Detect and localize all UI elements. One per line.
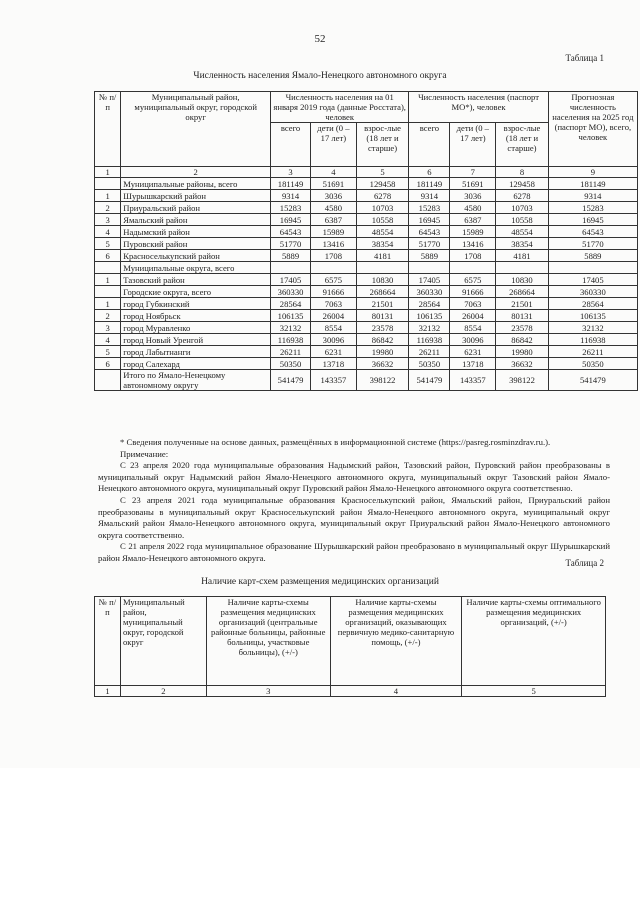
remark-label: Примечание: xyxy=(120,448,169,459)
row-district-name: Итого по Ямало-Ненецкому автономному округу xyxy=(121,370,271,391)
row-value: 6278 xyxy=(496,190,549,202)
row-district-name: Пуровский район xyxy=(121,238,271,250)
row-value: 10558 xyxy=(356,214,409,226)
column-number: 3 xyxy=(206,686,330,697)
table-row xyxy=(95,178,638,190)
row-value: 86842 xyxy=(356,334,409,346)
row-value: 50350 xyxy=(271,358,311,370)
table-row xyxy=(95,322,638,334)
row-value: 51770 xyxy=(271,238,311,250)
table1-label: Таблица 1 xyxy=(565,53,604,63)
row-value: 32132 xyxy=(409,322,450,334)
header-adults: взрос-лые (18 лет и старше) xyxy=(496,123,549,167)
population-table xyxy=(94,91,638,391)
header-num: № п/п xyxy=(95,597,121,686)
row-value: 19980 xyxy=(496,346,549,358)
row-value xyxy=(311,262,357,274)
row-value: 32132 xyxy=(548,322,637,334)
row-value: 30096 xyxy=(450,334,496,346)
row-value: 64543 xyxy=(548,226,637,238)
row-value: 116938 xyxy=(409,334,450,346)
row-value: 129458 xyxy=(356,178,409,190)
row-value xyxy=(409,262,450,274)
column-number: 1 xyxy=(95,686,121,697)
row-number: 3 xyxy=(95,214,121,226)
row-value: 106135 xyxy=(271,310,311,322)
row-value: 6231 xyxy=(450,346,496,358)
row-value: 4181 xyxy=(356,250,409,262)
row-value: 3036 xyxy=(450,190,496,202)
row-value: 3036 xyxy=(311,190,357,202)
note-paragraph: С 21 апреля 2022 года муниципальное образование Шурышкарский район преобразовано в муниципальный округ Шурышкарский район Ямало-Ненецкого автономного округа. xyxy=(98,541,610,563)
row-value: 181149 xyxy=(409,178,450,190)
row-value: 26211 xyxy=(271,346,311,358)
row-value: 15283 xyxy=(409,202,450,214)
row-number xyxy=(95,178,121,190)
row-value: 50350 xyxy=(548,358,637,370)
row-value: 23578 xyxy=(356,322,409,334)
map-schemes-table xyxy=(94,596,606,697)
row-value: 268664 xyxy=(356,286,409,298)
row-district-name: город Новый Уренгой xyxy=(121,334,271,346)
row-number: 4 xyxy=(95,226,121,238)
row-value: 10703 xyxy=(356,202,409,214)
column-number: 4 xyxy=(330,686,462,697)
row-district-name: Муниципальные округа, всего xyxy=(121,262,271,274)
row-number: 6 xyxy=(95,358,121,370)
table-row xyxy=(95,358,638,370)
row-value: 16945 xyxy=(409,214,450,226)
row-value: 8554 xyxy=(311,322,357,334)
row-value: 6387 xyxy=(450,214,496,226)
row-value: 64543 xyxy=(409,226,450,238)
header-children: дети (0 – 17 лет) xyxy=(311,123,357,167)
row-value: 51770 xyxy=(548,238,637,250)
column-number: 3 xyxy=(271,167,311,178)
row-number: 6 xyxy=(95,250,121,262)
table-row xyxy=(95,370,638,391)
row-value: 80131 xyxy=(496,310,549,322)
table-row xyxy=(95,310,638,322)
table-row xyxy=(95,250,638,262)
row-value: 9314 xyxy=(548,190,637,202)
header-district: Муниципальный район, муниципальный округ, городской округ xyxy=(120,597,206,686)
notes-block xyxy=(98,437,610,565)
row-value: 7063 xyxy=(311,298,357,310)
row-value: 6278 xyxy=(356,190,409,202)
column-number: 4 xyxy=(311,167,357,178)
row-value: 360330 xyxy=(409,286,450,298)
page-margin xyxy=(0,768,640,905)
row-value xyxy=(450,262,496,274)
row-value: 541479 xyxy=(271,370,311,391)
row-value: 51770 xyxy=(409,238,450,250)
row-value: 360330 xyxy=(548,286,637,298)
row-district-name: город Муравленко xyxy=(121,322,271,334)
table-row xyxy=(95,226,638,238)
table-row xyxy=(95,346,638,358)
row-value: 36632 xyxy=(496,358,549,370)
column-number: 2 xyxy=(120,686,206,697)
row-value: 26004 xyxy=(311,310,357,322)
header-forecast: Прогнозная численность населения на 2025 год (паспорт МО), всего, человек xyxy=(548,92,637,167)
row-value: 143357 xyxy=(450,370,496,391)
row-district-name: Приуральский район xyxy=(121,202,271,214)
row-value: 106135 xyxy=(548,310,637,322)
row-value: 28564 xyxy=(271,298,311,310)
row-value: 1708 xyxy=(311,250,357,262)
row-value: 19980 xyxy=(356,346,409,358)
column-number: 5 xyxy=(356,167,409,178)
row-value: 5889 xyxy=(548,250,637,262)
row-value: 398122 xyxy=(496,370,549,391)
row-value: 21501 xyxy=(496,298,549,310)
page-number: 52 xyxy=(314,33,326,45)
row-value: 51691 xyxy=(311,178,357,190)
header-total: всего xyxy=(271,123,311,167)
row-value: 51691 xyxy=(450,178,496,190)
row-value: 541479 xyxy=(409,370,450,391)
header-district: Муниципальный район, муниципальный округ, городской округ xyxy=(121,92,271,167)
header-adults: взрос-лые (18 лет и старше) xyxy=(356,123,409,167)
row-value: 4580 xyxy=(311,202,357,214)
row-value: 268664 xyxy=(496,286,549,298)
row-value: 15283 xyxy=(271,202,311,214)
row-district-name: город Ноябрьск xyxy=(121,310,271,322)
row-value: 38354 xyxy=(356,238,409,250)
row-value: 36632 xyxy=(356,358,409,370)
row-value xyxy=(356,262,409,274)
column-number: 6 xyxy=(409,167,450,178)
row-value: 541479 xyxy=(548,370,637,391)
row-number xyxy=(95,286,121,298)
row-value: 116938 xyxy=(548,334,637,346)
row-value: 13416 xyxy=(311,238,357,250)
row-number: 5 xyxy=(95,238,121,250)
row-value: 4580 xyxy=(450,202,496,214)
row-value: 181149 xyxy=(548,178,637,190)
row-value: 9314 xyxy=(409,190,450,202)
table-row xyxy=(95,202,638,214)
header-central-hospitals: Наличие карты-схемы размещения медицинских организаций (центральные районные больницы, районные больницы, участковые больницы), (+/-) xyxy=(206,597,330,686)
column-number: 8 xyxy=(496,167,549,178)
header-children: дети (0 – 17 лет) xyxy=(450,123,496,167)
table-row xyxy=(95,190,638,202)
row-value: 50350 xyxy=(409,358,450,370)
row-number: 4 xyxy=(95,334,121,346)
header-total: всего xyxy=(409,123,450,167)
row-value: 10703 xyxy=(496,202,549,214)
row-value: 8554 xyxy=(450,322,496,334)
row-value: 6575 xyxy=(450,274,496,286)
header-passport: Численность населения (паспорт МО*), человек xyxy=(409,92,548,123)
row-value: 6387 xyxy=(311,214,357,226)
row-value xyxy=(548,262,637,274)
row-value: 64543 xyxy=(271,226,311,238)
row-value: 106135 xyxy=(409,310,450,322)
row-value: 13718 xyxy=(450,358,496,370)
row-value xyxy=(496,262,549,274)
row-value: 181149 xyxy=(271,178,311,190)
table-row xyxy=(95,274,638,286)
column-number: 5 xyxy=(462,686,606,697)
row-value: 80131 xyxy=(356,310,409,322)
row-value: 48554 xyxy=(496,226,549,238)
row-value: 5889 xyxy=(409,250,450,262)
row-value: 7063 xyxy=(450,298,496,310)
row-district-name: Шурышкарский район xyxy=(121,190,271,202)
row-value: 48554 xyxy=(356,226,409,238)
table-row xyxy=(95,214,638,226)
row-value: 28564 xyxy=(548,298,637,310)
row-value: 4181 xyxy=(496,250,549,262)
column-number: 9 xyxy=(548,167,637,178)
table-row xyxy=(95,298,638,310)
row-value: 360330 xyxy=(271,286,311,298)
row-value: 21501 xyxy=(356,298,409,310)
row-value: 38354 xyxy=(496,238,549,250)
row-number: 2 xyxy=(95,202,121,214)
row-district-name: Ямальский район xyxy=(121,214,271,226)
row-number xyxy=(95,370,121,391)
row-number: 2 xyxy=(95,310,121,322)
row-value: 26211 xyxy=(548,346,637,358)
row-district-name: Городские округа, всего xyxy=(121,286,271,298)
column-number: 2 xyxy=(121,167,271,178)
row-number: 1 xyxy=(95,190,121,202)
row-value: 32132 xyxy=(271,322,311,334)
row-value: 1708 xyxy=(450,250,496,262)
row-district-name: город Лабытнанги xyxy=(121,346,271,358)
row-value: 9314 xyxy=(271,190,311,202)
row-value: 28564 xyxy=(409,298,450,310)
row-value: 398122 xyxy=(356,370,409,391)
row-value: 26211 xyxy=(409,346,450,358)
header-optimal-placement: Наличие карты-схемы оптимального размещения медицинских организаций, (+/-) xyxy=(462,597,606,686)
row-value: 10558 xyxy=(496,214,549,226)
table2-label: Таблица 2 xyxy=(565,558,604,568)
row-value: 17405 xyxy=(271,274,311,286)
note-paragraph: С 23 апреля 2021 года муниципальные образования Красноселькупский район, Ямальский район, Приуральский район преобразованы в муниципальный округ Красноселькупский район Ямало-Ненецкого автономного округа, муниципальный округ Ямальский район Ямало-Ненецкого автономного округа, муниципальный округ Приуральский район Ямало-Ненецкого автономного округа соответственно. xyxy=(98,494,610,540)
table1-title: Численность населения Ямало-Ненецкого автономного округа xyxy=(193,71,447,81)
column-number: 1 xyxy=(95,167,121,178)
row-value: 5889 xyxy=(271,250,311,262)
row-value: 86842 xyxy=(496,334,549,346)
row-value: 6231 xyxy=(311,346,357,358)
row-value: 143357 xyxy=(311,370,357,391)
footnote: * Сведения полученные на основе данных, размещённых в информационной системе (https://pasreg.rosminzdrav.ru.). xyxy=(120,437,551,447)
row-district-name: Тазовский район xyxy=(121,274,271,286)
row-value: 13416 xyxy=(450,238,496,250)
row-district-name: Красноселькупский район xyxy=(121,250,271,262)
header-rosstat: Численность населения на 01 января 2019 года (данные Росстата), человек xyxy=(271,92,409,123)
row-district-name: город Губкинский xyxy=(121,298,271,310)
row-value: 16945 xyxy=(271,214,311,226)
column-number: 7 xyxy=(450,167,496,178)
row-number: 3 xyxy=(95,322,121,334)
header-primary-care: Наличие карты-схемы размещения медицинских организаций, оказывающих первичную медико-санитарную помощь, (+/-) xyxy=(330,597,462,686)
row-value xyxy=(271,262,311,274)
row-value: 17405 xyxy=(409,274,450,286)
row-value: 15989 xyxy=(311,226,357,238)
row-number: 1 xyxy=(95,274,121,286)
row-value: 13718 xyxy=(311,358,357,370)
row-value: 116938 xyxy=(271,334,311,346)
row-value: 16945 xyxy=(548,214,637,226)
row-value: 91666 xyxy=(450,286,496,298)
table-row xyxy=(95,334,638,346)
row-value: 6575 xyxy=(311,274,357,286)
row-value: 23578 xyxy=(496,322,549,334)
table2-title: Наличие карт-схем размещения медицинских организаций xyxy=(201,577,439,587)
row-district-name: Надымский район xyxy=(121,226,271,238)
row-value: 91666 xyxy=(311,286,357,298)
row-district-name: Муниципальные районы, всего xyxy=(121,178,271,190)
row-value: 26004 xyxy=(450,310,496,322)
row-value: 30096 xyxy=(311,334,357,346)
row-number xyxy=(95,262,121,274)
row-value: 10830 xyxy=(356,274,409,286)
row-value: 17405 xyxy=(548,274,637,286)
row-value: 129458 xyxy=(496,178,549,190)
row-value: 10830 xyxy=(496,274,549,286)
table-row xyxy=(95,238,638,250)
row-number: 5 xyxy=(95,346,121,358)
header-num: № п/п xyxy=(95,92,121,167)
row-value: 15283 xyxy=(548,202,637,214)
table-row xyxy=(95,286,638,298)
row-district-name: город Салехард xyxy=(121,358,271,370)
table-row xyxy=(95,262,638,274)
row-number: 1 xyxy=(95,298,121,310)
row-value: 15989 xyxy=(450,226,496,238)
note-paragraph: С 23 апреля 2020 года муниципальные образования Надымский район, Тазовский район, Пуровский район преобразованы в муниципальный округ Надымский район Ямало-Ненецкого автономного округа, муниципальный округ Тазовский район Ямало-Ненецкого автономного округа, муниципальный округ Пуровский район Ямало-Ненецкого автономного округа соответственно. xyxy=(98,460,610,494)
